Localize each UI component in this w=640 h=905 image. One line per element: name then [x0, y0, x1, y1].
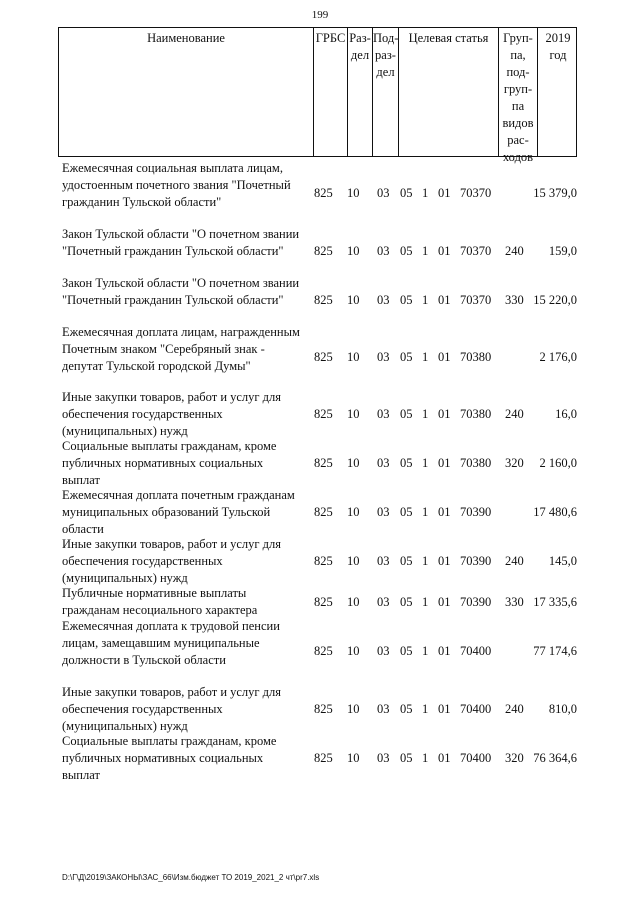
row-grbs: 825	[314, 456, 333, 470]
header-group: Груп- па, под- груп- па видов рас- ходов	[498, 28, 537, 156]
row-razd: 10	[347, 702, 360, 716]
row-p1: 05	[400, 554, 413, 568]
row-p1: 05	[400, 505, 413, 519]
row-pod: 03	[377, 505, 390, 519]
row-grbs: 825	[314, 407, 333, 421]
row-p4: 70400	[460, 751, 492, 765]
row-sum: 76 364,6	[533, 751, 577, 765]
row-p1: 05	[400, 751, 413, 765]
row-sum: 2 160,0	[539, 456, 577, 470]
row-name: Ежемесячная доплата почетным гражданам муниципальных образований Тульской области	[62, 488, 295, 536]
row-pod: 03	[377, 595, 390, 609]
row-grp: 320	[505, 456, 524, 470]
row-grbs: 825	[314, 751, 333, 765]
row-name: Ежемесячная доплата к трудовой пенсии лицам, замещавшим муниципальные должности в Тульской области	[62, 619, 280, 667]
row-name: Публичные нормативные выплаты гражданам несоциального характера	[62, 586, 258, 617]
row-p1: 05	[400, 702, 413, 716]
row-pod: 03	[377, 186, 390, 200]
row-pod: 03	[377, 554, 390, 568]
row-pod: 03	[377, 244, 390, 258]
row-grbs: 825	[314, 595, 333, 609]
row-p3: 01	[438, 702, 451, 716]
row-p2: 1	[422, 407, 429, 421]
row-name: Иные закупки товаров, работ и услуг для обеспечения государственных (муниципальных) нужд	[62, 537, 282, 585]
row-p2: 1	[422, 350, 429, 364]
row-grbs: 825	[314, 644, 333, 658]
row-razd: 10	[347, 244, 360, 258]
row-p3: 01	[438, 407, 451, 421]
header-grbs: ГРБС	[313, 28, 347, 156]
row-p1: 05	[400, 644, 413, 658]
row-p1: 05	[400, 293, 413, 307]
row-grbs: 825	[314, 505, 333, 519]
row-p4: 70380	[460, 407, 492, 421]
row-name: Закон Тульской области "О почетном звании "Почетный гражданин Тульской области"	[62, 227, 300, 258]
row-sum: 16,0	[555, 407, 577, 421]
row-name: Иные закупки товаров, работ и услуг для обеспечения государственных (муниципальных) нужд	[62, 390, 282, 438]
row-name: Ежемесячная социальная выплата лицам, удостоенным почетного звания "Почетный гражданин Тульской области"	[62, 161, 291, 209]
header-razdel: Раз- дел	[347, 28, 372, 156]
row-grbs: 825	[314, 350, 333, 364]
row-name: Социальные выплаты гражданам, кроме публичных нормативных социальных выплат	[62, 439, 277, 487]
row-p1: 05	[400, 456, 413, 470]
row-sum: 2 176,0	[539, 350, 577, 364]
row-pod: 03	[377, 702, 390, 716]
row-p3: 01	[438, 595, 451, 609]
row-p4: 70370	[460, 244, 492, 258]
row-name: Закон Тульской области "О почетном звании "Почетный гражданин Тульской области"	[62, 276, 300, 307]
row-p2: 1	[422, 456, 429, 470]
header-target: Целевая статья	[398, 28, 498, 156]
table-header	[58, 27, 577, 164]
header-podrazdel: Под- раз- дел	[372, 28, 398, 156]
row-razd: 10	[347, 751, 360, 765]
row-p3: 01	[438, 350, 451, 364]
row-razd: 10	[347, 644, 360, 658]
row-sum: 17 335,6	[533, 595, 577, 609]
row-grp: 320	[505, 751, 524, 765]
row-pod: 03	[377, 456, 390, 470]
row-p4: 70400	[460, 702, 492, 716]
row-grp: 330	[505, 595, 524, 609]
row-sum: 15 220,0	[533, 293, 577, 307]
row-p3: 01	[438, 644, 451, 658]
file-path-footer: D:\Г\Д\2019\ЗАКОНЫ\ЗАС_66\Изм.бюджет ТО 2019_2021_2 чт\pr7.xls	[62, 873, 320, 882]
row-p2: 1	[422, 644, 429, 658]
row-sum: 145,0	[548, 554, 577, 568]
row-name: Иные закупки товаров, работ и услуг для обеспечения государственных (муниципальных) нужд	[62, 685, 282, 733]
row-p2: 1	[422, 505, 429, 519]
row-razd: 10	[347, 456, 360, 470]
row-p4: 70380	[460, 350, 492, 364]
row-p3: 01	[438, 751, 451, 765]
row-pod: 03	[377, 407, 390, 421]
row-razd: 10	[347, 293, 360, 307]
row-p3: 01	[438, 456, 451, 470]
row-p1: 05	[400, 595, 413, 609]
row-razd: 10	[347, 186, 360, 200]
row-p4: 70370	[460, 293, 492, 307]
row-grp: 240	[505, 702, 524, 716]
row-grbs: 825	[314, 244, 333, 258]
row-grbs: 825	[314, 186, 333, 200]
row-p2: 1	[422, 751, 429, 765]
row-sum: 77 174,6	[533, 644, 577, 658]
row-p3: 01	[438, 244, 451, 258]
row-pod: 03	[377, 350, 390, 364]
row-grp: 240	[505, 244, 524, 258]
row-p2: 1	[422, 293, 429, 307]
row-grp: 240	[505, 407, 524, 421]
row-p4: 70400	[460, 644, 492, 658]
header-name: Наименование	[147, 31, 225, 45]
row-p3: 01	[438, 293, 451, 307]
row-p2: 1	[422, 595, 429, 609]
row-razd: 10	[347, 505, 360, 519]
row-grp: 330	[505, 293, 524, 307]
row-grbs: 825	[314, 293, 333, 307]
row-p4: 70390	[460, 595, 492, 609]
row-p1: 05	[400, 186, 413, 200]
header-year: 2019 год	[537, 28, 578, 156]
row-sum: 159,0	[548, 244, 577, 258]
row-razd: 10	[347, 554, 360, 568]
row-grbs: 825	[314, 702, 333, 716]
row-p3: 01	[438, 186, 451, 200]
row-p1: 05	[400, 350, 413, 364]
row-pod: 03	[377, 644, 390, 658]
row-pod: 03	[377, 293, 390, 307]
row-p2: 1	[422, 702, 429, 716]
row-razd: 10	[347, 595, 360, 609]
row-p4: 70370	[460, 186, 492, 200]
row-grp: 240	[505, 554, 524, 568]
row-p1: 05	[400, 407, 413, 421]
row-sum: 15 379,0	[533, 186, 577, 200]
row-name: Социальные выплаты гражданам, кроме публичных нормативных социальных выплат	[62, 734, 277, 782]
row-p3: 01	[438, 505, 451, 519]
row-grbs: 825	[314, 554, 333, 568]
row-p3: 01	[438, 554, 451, 568]
row-sum: 17 480,6	[533, 505, 577, 519]
row-p2: 1	[422, 186, 429, 200]
row-p2: 1	[422, 554, 429, 568]
row-p4: 70390	[460, 554, 492, 568]
row-razd: 10	[347, 407, 360, 421]
row-p4: 70390	[460, 505, 492, 519]
row-p4: 70380	[460, 456, 492, 470]
row-sum: 810,0	[548, 702, 577, 716]
page-number: 199	[311, 9, 329, 21]
row-p1: 05	[400, 244, 413, 258]
row-razd: 10	[347, 350, 360, 364]
row-pod: 03	[377, 751, 390, 765]
row-name: Ежемесячная доплата лицам, награжденным Почетным знаком "Серебряный знак - депутат Тульской городской Думы"	[62, 325, 300, 373]
row-p2: 1	[422, 244, 429, 258]
